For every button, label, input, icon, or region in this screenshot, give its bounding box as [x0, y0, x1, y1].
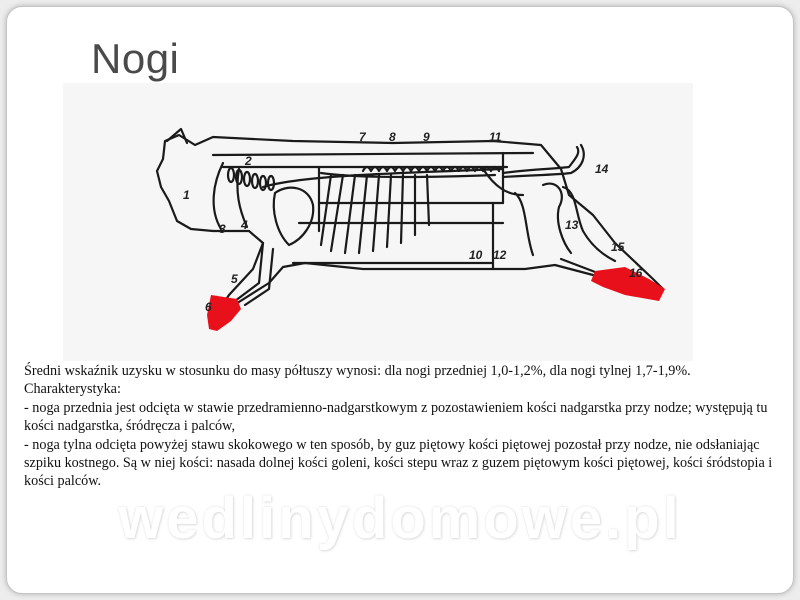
hind-foot-highlight [591, 267, 665, 301]
label-5: 5 [231, 272, 238, 286]
paragraph-hind-leg: - noga tylna odcięta powyżej stawu skokowego w ten sposób, by guz piętowy kości piętowej pozostał przy nodze, nie odsłaniając szpiku kostnego. Są w niej kości: nasada dolnej kości goleni, kości stepu wraz z guzem piętowym kości piętowej, kości śródstopia i kości palców. [24, 436, 773, 490]
label-16: 16 [629, 266, 643, 280]
label-3: 3 [219, 222, 226, 236]
slide [6, 6, 794, 594]
body-text [24, 362, 774, 491]
label-2: 2 [245, 154, 252, 168]
label-12: 12 [493, 248, 507, 262]
label-1: 1 [183, 188, 190, 202]
label-6: 6 [205, 300, 212, 314]
label-4: 4 [241, 218, 248, 232]
watermark: wedlinydomowe.pl [118, 486, 682, 551]
slide-title: Nogi [91, 35, 180, 82]
label-15: 15 [611, 240, 625, 254]
label-8: 8 [389, 130, 396, 144]
pig-cuts-diagram [63, 83, 693, 361]
label-7: 7 [359, 130, 366, 144]
pig-skeleton-drawing [63, 83, 693, 361]
label-10: 10 [469, 248, 483, 262]
paragraph-front-leg: - noga przednia jest odcięta w stawie przedramienno-nadgarstkowym z pozostawieniem kości nadgarstka przy nodze; występują tu kości nadgarstka, śródręcza i palców, [24, 399, 768, 435]
paragraph-yield: Średni wskaźnik uzysku w stosunku do masy półtuszy wynosi: dla nogi przedniej 1,0-1,2%, dla nogi tylnej 1,7-1,9%. Charakterystyka: [24, 363, 691, 398]
label-14: 14 [595, 162, 609, 176]
front-foot-highlight [207, 295, 241, 331]
label-9: 9 [423, 130, 430, 144]
label-11: 11 [489, 130, 502, 144]
label-13: 13 [565, 218, 579, 232]
